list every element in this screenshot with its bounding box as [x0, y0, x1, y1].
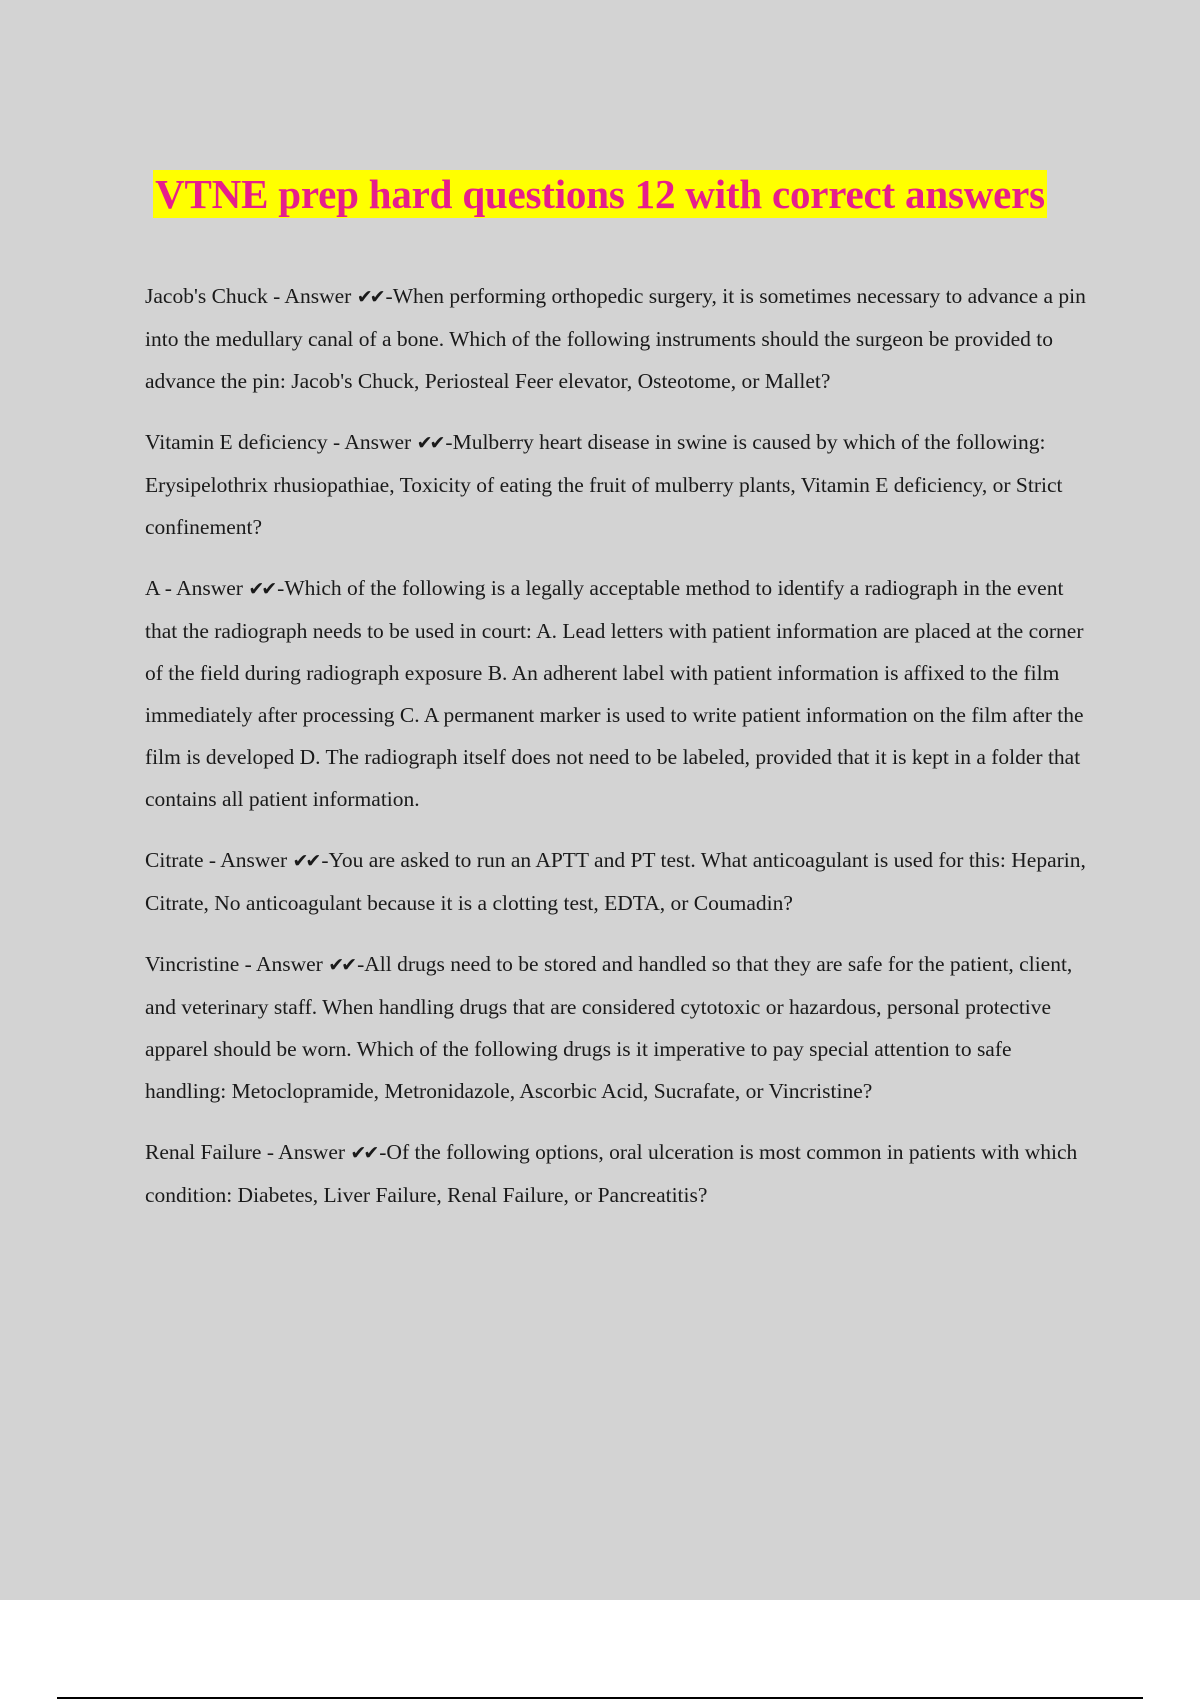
qa-item — [145, 567, 1090, 820]
question-text: -Of the following options, oral ulceration is most common in patients with which condition: Diabetes, Liver Failure, Renal Failure, or Pancreatitis? — [145, 1140, 1078, 1207]
question-text: -Mulberry heart disease in swine is caused by which of the following: Erysipelothrix rhusiopathiae, Toxicity of eating the fruit of mulberry plants, Vitamin E deficiency, or Strict confinement? — [145, 430, 1063, 539]
question-text: -When performing orthopedic surgery, it is sometimes necessary to advance a pin into the medullary canal of a bone. Which of the following instruments should the surgeon be provided to advance the pin: Jacob's Chuck, Periosteal Feer elevator, Osteotome, or Mallet? — [145, 284, 1086, 393]
answer-text: Jacob's Chuck — [145, 284, 268, 308]
qa-list — [145, 275, 1090, 1235]
double-check-icon: ✔✔ — [292, 850, 319, 872]
answer-separator: - Answer — [203, 848, 293, 872]
title-container — [0, 170, 1200, 218]
answer-separator: - Answer — [261, 1140, 351, 1164]
answer-separator: - Answer — [267, 284, 357, 308]
qa-item — [145, 1131, 1090, 1216]
answer-text: Renal Failure — [145, 1140, 262, 1164]
answer-text: Vincristine — [145, 952, 240, 976]
qa-item — [145, 275, 1090, 402]
answer-separator: - Answer — [159, 576, 249, 600]
qa-item — [145, 421, 1090, 548]
answer-text: A — [145, 576, 160, 600]
question-text: -Which of the following is a legally acceptable method to identify a radiograph in the event that the radiograph needs to be used in court: A. Lead letters with patient information are placed at the corner of the field during radiograph exposure B. An adherent label with patient information is affixed to the film immediately after processing C. A permanent marker is used to write patient information on the film after the film is developed D. The radiograph itself does not need to be labeled, provided that it is kept in a folder that contains all patient information. — [145, 576, 1084, 811]
double-check-icon: ✔✔ — [248, 578, 275, 600]
answer-text: Vitamin E deficiency — [145, 430, 328, 454]
answer-text: Citrate — [145, 848, 204, 872]
question-text: -You are asked to run an APTT and PT test. What anticoagulant is used for this: Heparin, Citrate, No anticoagulant because it is a clotting test, EDTA, or Coumadin? — [145, 848, 1086, 915]
answer-separator: - Answer — [327, 430, 417, 454]
question-text: -All drugs need to be stored and handled so that they are safe for the patient, client, and veterinary staff. When handling drugs that are considered cytotoxic or hazardous, personal protective apparel should be worn. Which of the following drugs is it imperative to pay special attention to safe handling: Metoclopramide, Metronidazole, Ascorbic Acid, Sucrafate, or Vincristine? — [145, 952, 1073, 1103]
qa-item — [145, 943, 1090, 1112]
qa-item — [145, 839, 1090, 924]
document-title: VTNE prep hard questions 12 with correct answers — [155, 171, 1045, 217]
double-check-icon: ✔✔ — [416, 432, 443, 454]
double-check-icon: ✔✔ — [350, 1142, 377, 1164]
answer-separator: - Answer — [239, 952, 329, 976]
footer-divider — [57, 1697, 1143, 1699]
double-check-icon: ✔✔ — [356, 286, 383, 308]
double-check-icon: ✔✔ — [328, 954, 355, 976]
